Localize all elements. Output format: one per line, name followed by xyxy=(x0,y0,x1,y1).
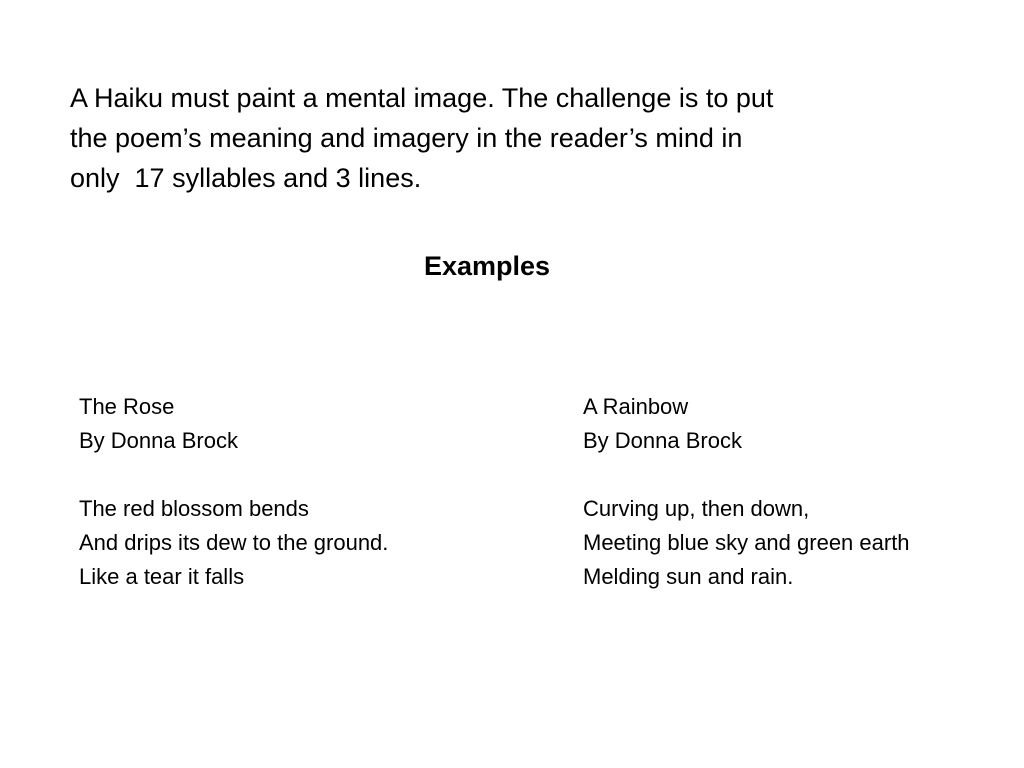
poem-line: And drips its dew to the ground. xyxy=(79,530,389,555)
poem-author: By Donna Brock xyxy=(79,428,238,453)
poem-author: By Donna Brock xyxy=(583,428,742,453)
poem-a-rainbow xyxy=(583,390,1013,594)
poem-title: A Rainbow xyxy=(583,394,689,419)
poem-spacer xyxy=(79,458,539,492)
poem-line: Meeting blue sky and green earth xyxy=(583,530,910,555)
poem-line: Melding sun and rain. xyxy=(583,564,794,589)
intro-line: the poem’s meaning and imagery in the reader’s mind in xyxy=(70,123,743,153)
examples-heading: Examples xyxy=(423,251,551,281)
poem-the-rose xyxy=(79,390,539,594)
poem-line: Like a tear it falls xyxy=(79,564,245,589)
intro-line: A Haiku must paint a mental image. The challenge is to put xyxy=(70,83,774,113)
intro-line: only 17 syllables and 3 lines. xyxy=(70,163,422,193)
poem-spacer xyxy=(583,458,1013,492)
poem-title: The Rose xyxy=(79,394,175,419)
intro-paragraph xyxy=(70,78,910,198)
poem-line: The red blossom bends xyxy=(79,496,309,521)
poem-line: Curving up, then down, xyxy=(583,496,810,521)
